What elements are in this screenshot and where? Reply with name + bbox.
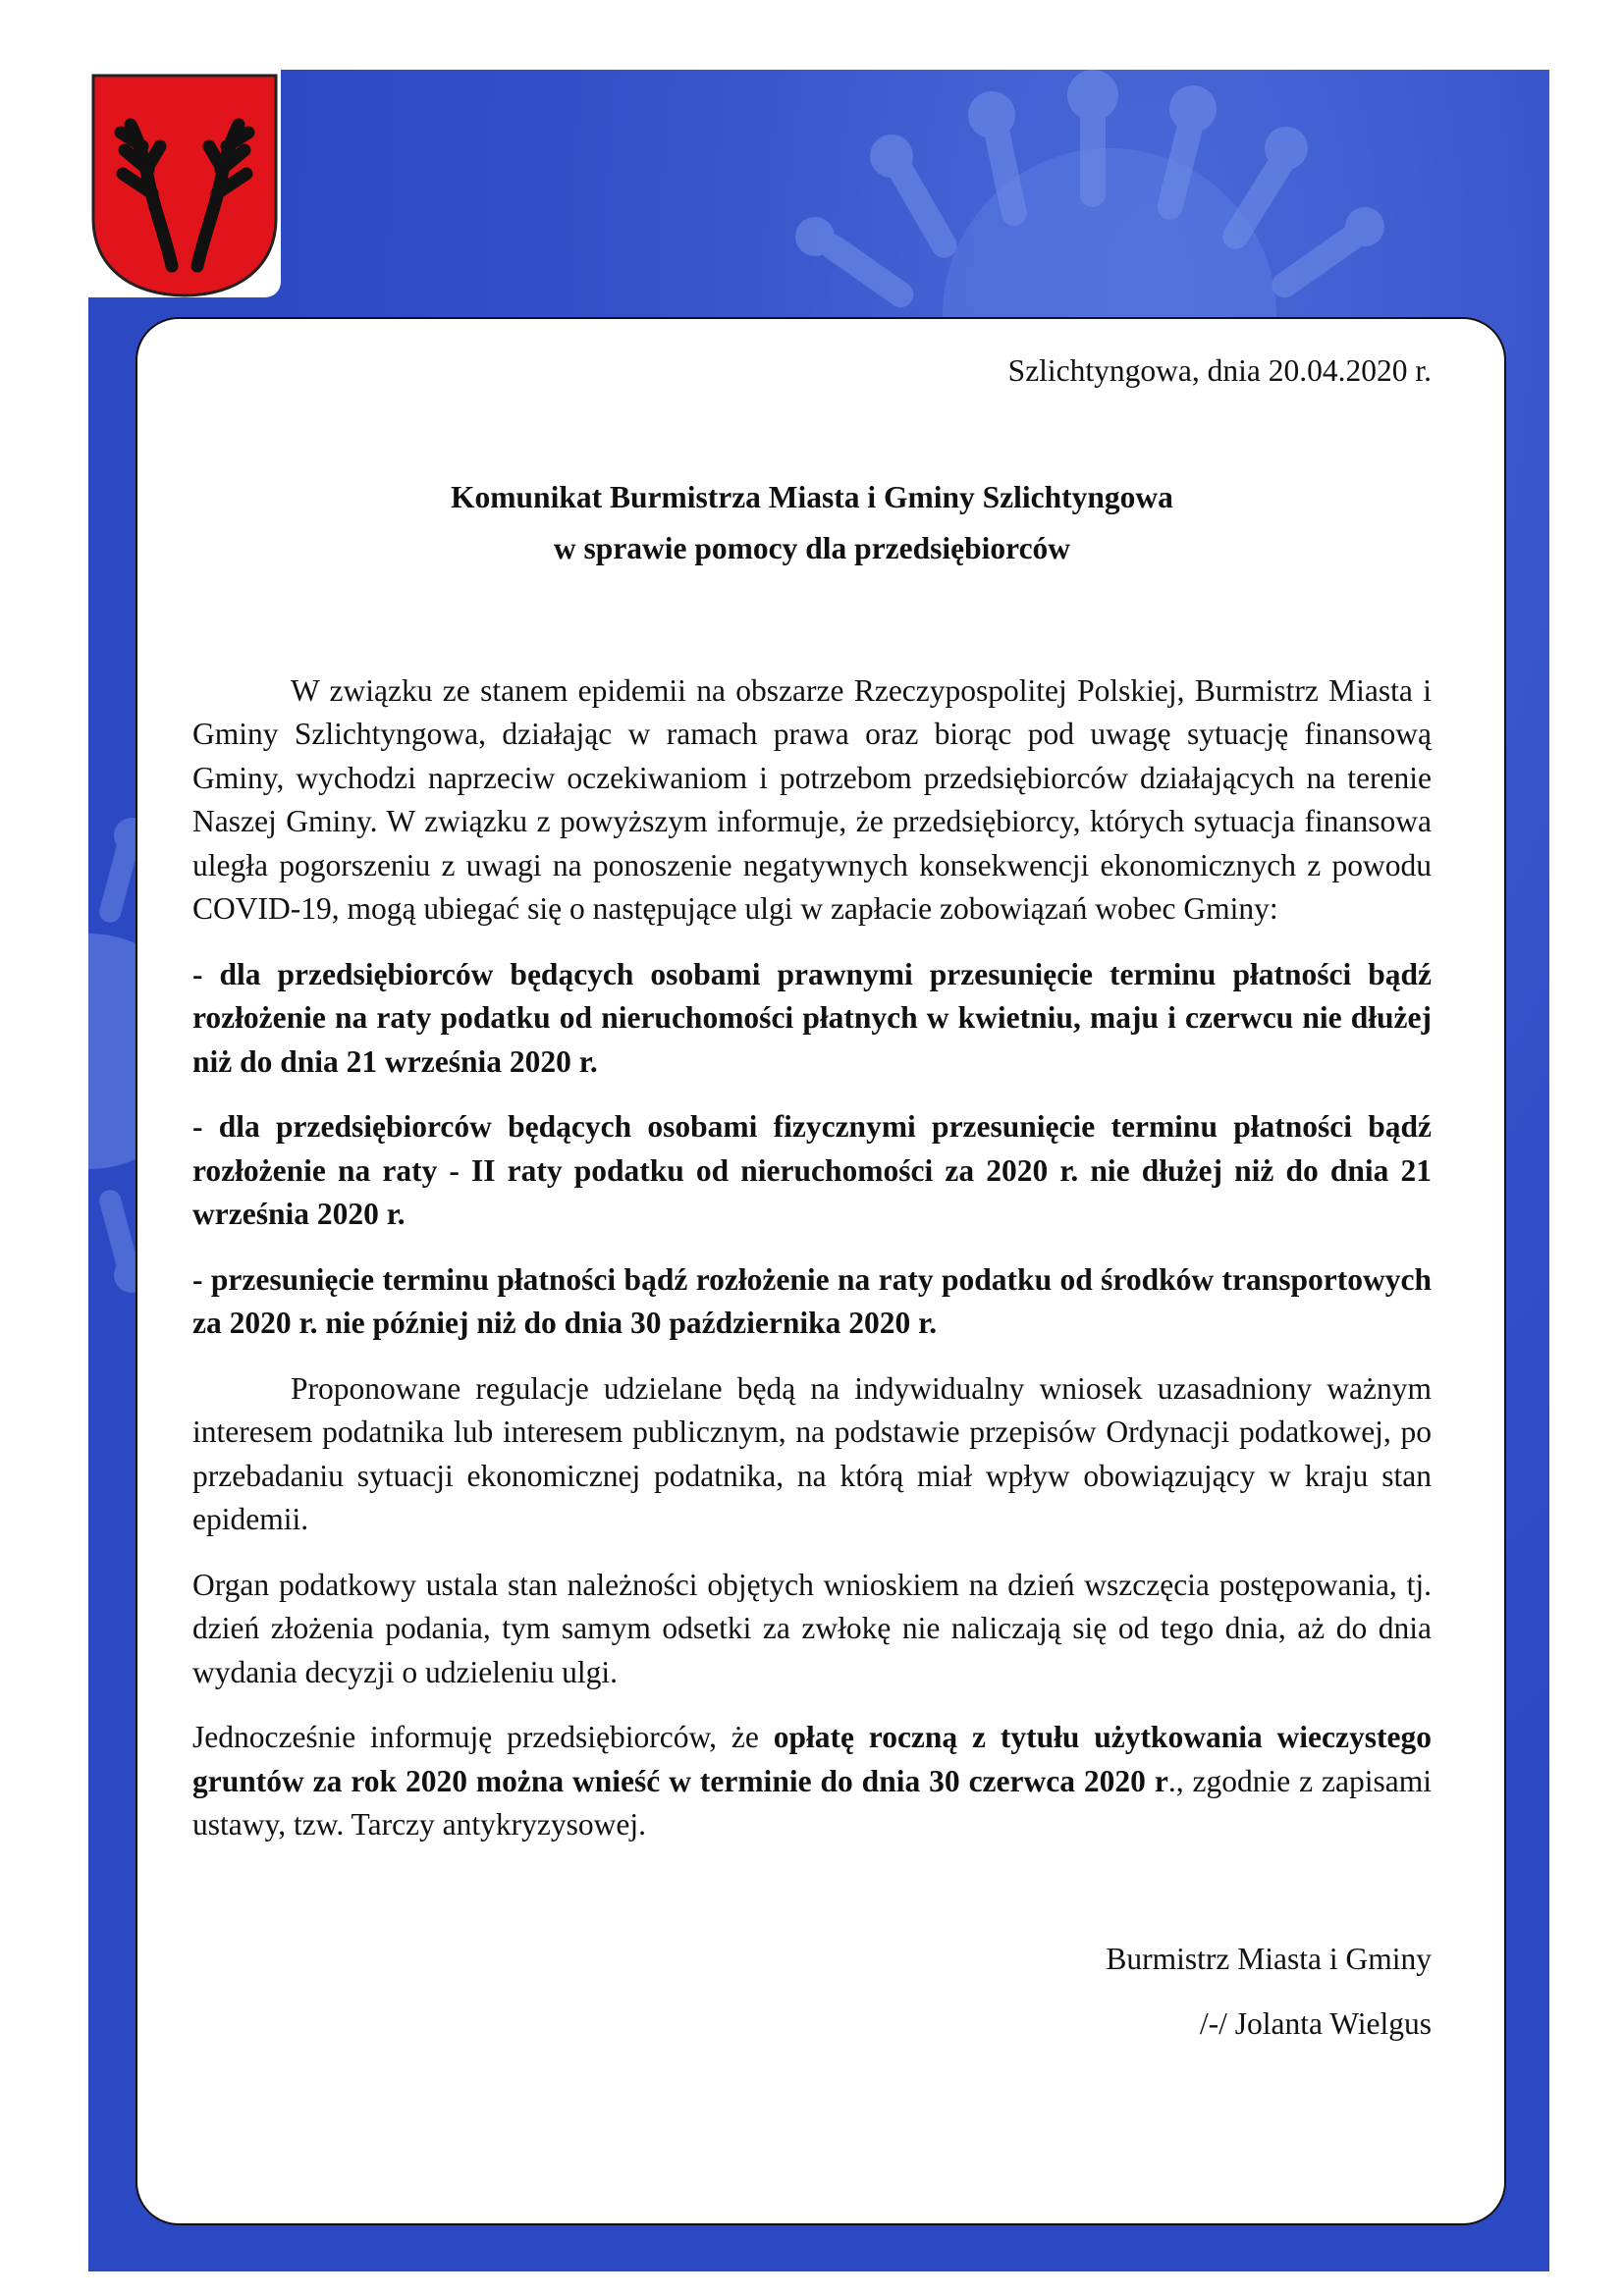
letter-title: Komunikat Burmistrza Miasta i Gminy Szlichtyngowa [451,479,1173,514]
tax-authority-paragraph: Organ podatkowy ustala stan należności objętych wnioskiem na dzień wszczęcia postępowania, tj. dzień złożenia podania, tym samym odsetki za zwłokę nie naliczają się od tego dnia, aż do dnia wydania decyzji o udzieleniu ulgi. [192,1567,1432,1689]
letter-subtitle: w sprawie pomocy dla przedsiębiorców [553,531,1071,565]
relief-item-transport-tax: - przesunięcie terminu płatności bądź rozłożenie na raty podatku od środków transportowych za 2020 r. nie później niż do dnia 30 października 2020 r. [192,1261,1432,1340]
coronavirus-illustration-top [756,70,1463,325]
letter-body [192,324,1432,2047]
regulations-paragraph: Proponowane regulacje udzielane będą na indywidualny wniosek uzasadniony ważnym interesem podatnika lub interesem publicznym, na podstawie przepisów Ordynacji podatkowej, po przebadaniu sytuacji ekonomicznej podatnika, na którą miał wpływ obowiązujący w kraju stan epidemii. [192,1370,1432,1536]
signature-name: /-/ Jolanta Wielgus [1199,2006,1432,2041]
coat-of-arms-antlers-icon [89,72,280,299]
relief-item-legal-persons: - dla przedsiębiorców będących osobami prawnymi przesunięcie terminu płatności bądź rozłożenie na raty podatku od nieruchomości płatnych w kwietniu, maju i czerwcu nie dłużej niż do dnia 21 września 2020 r. [192,956,1432,1079]
intro-paragraph: W związku ze stanem epidemii na obszarze Rzeczypospolitej Polskiej, Burmistrz Miasta i Gminy Szlichtyngowa, działając w ramach prawa oraz biorąc pod uwagę sytuację finansową Gminy, wychodzi naprzeciw oczekiwaniom i potrzebom przedsiębiorców działających na terenie Naszej Gminy. W związku z powyższym informuje, że przedsiębiorcy, których sytuacja finansowa uległa pogorszeniu z uwagi na ponoszenie negatywnych konsekwencji ekonomicznych z powodu COVID-19, mogą ubiegać się o następujące ulgi w zapłacie zobowiązań wobec Gminy: [192,672,1432,926]
closing-lead: Jednocześnie informuję przedsiębiorców, że [192,1720,774,1754]
closing-paragraph [192,1716,1432,1847]
date-line: Szlichtyngowa, dnia 20.04.2020 r. [1007,353,1432,388]
closing-emphasis: opłatę roczną z tytułu użytkowania wieczystego gruntów za rok 2020 można wnieść w terminie do dnia 30 czerwca 2020 r [192,1720,1432,1798]
closing-tail: ., zgodnie z zapisami ustawy, tzw. Tarczy antykryzysowej. [192,1763,1432,1842]
crest-tab [88,70,281,297]
relief-item-natural-persons: - dla przedsiębiorców będących osobami fizycznymi przesunięcie terminu płatności bądź rozłożenie na raty - II raty podatku od nieruchomości za 2020 r. nie dłużej niż do dnia 21 września 2020 r. [192,1109,1432,1231]
signature-title: Burmistrz Miasta i Gminy [1106,1941,1432,1976]
